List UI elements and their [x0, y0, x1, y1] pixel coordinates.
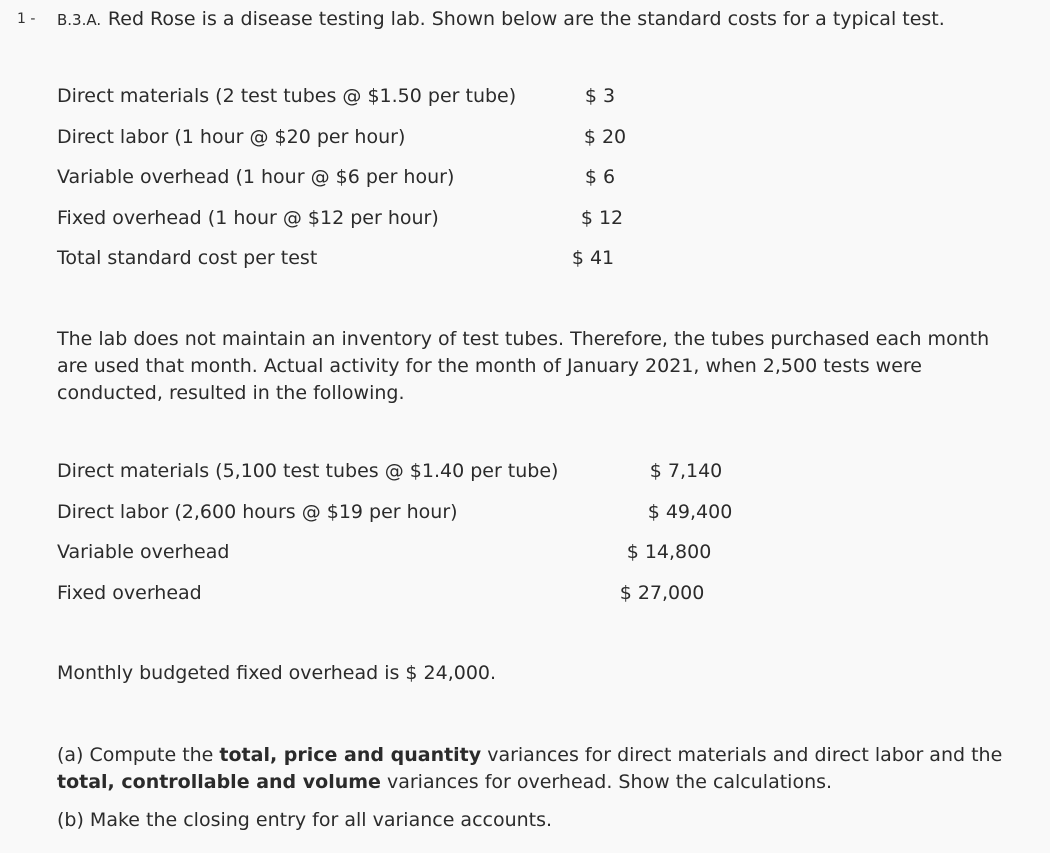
standard-cost-label: Direct labor (1 hour @ $20 per hour) [57, 126, 406, 148]
part-a-suffix: variances for overhead. Show the calculations. [380, 771, 833, 793]
actual-cost-amount: $ 27,000 [619, 582, 705, 604]
standard-cost-amount: $ 6 [584, 166, 616, 188]
standard-cost-label: Total standard cost per test [57, 247, 318, 269]
actual-cost-label: Fixed overhead [57, 582, 202, 604]
part-a-emphasis-1: total, price and quantity [219, 744, 482, 766]
budget-note: Monthly budgeted fixed overhead is $ 24,000. [57, 662, 497, 684]
part-a-emphasis-2: total, controllable and volume [57, 771, 381, 793]
intro-paragraph: The lab does not maintain an inventory of test tubes. Therefore, the tubes purchased each month are used that month. Actual activity for the month of January 2021, when 2,500 tests were conducted, resulted in the following. [57, 328, 990, 404]
part-b-instructions: (b) Make the closing entry for all variance accounts. [57, 809, 553, 831]
standard-cost-label: Variable overhead (1 hour @ $6 per hour) [57, 166, 455, 188]
part-a-middle: variances for direct materials and direct labor and the [481, 744, 1003, 766]
standard-cost-amount: $ 20 [583, 126, 627, 148]
standard-cost-amount: $ 3 [584, 85, 616, 107]
standard-cost-label: Direct materials (2 test tubes @ $1.50 per tube) [57, 85, 517, 107]
actual-cost-amount: $ 7,140 [649, 460, 723, 482]
standard-cost-amount: $ 12 [580, 207, 624, 229]
part-a-instructions [57, 742, 1007, 796]
part-a-prefix: (a) Compute the [57, 744, 220, 766]
question-title: Red Rose is a disease testing lab. Shown below are the standard costs for a typical test. [107, 8, 945, 30]
standard-cost-label: Fixed overhead (1 hour @ $12 per hour) [57, 207, 439, 229]
standard-cost-amount: $ 41 [571, 247, 615, 269]
actual-cost-amount: $ 14,800 [626, 541, 712, 563]
question-number: 1 - [17, 11, 36, 27]
actual-cost-label: Direct labor (2,600 hours @ $19 per hour) [57, 501, 458, 523]
actual-cost-label: Variable overhead [57, 541, 230, 563]
question-header [57, 8, 945, 30]
actual-cost-label: Direct materials (5,100 test tubes @ $1.40 per tube) [57, 460, 559, 482]
actual-cost-amount: $ 49,400 [647, 501, 733, 523]
question-code: B.3.A. [57, 11, 102, 29]
